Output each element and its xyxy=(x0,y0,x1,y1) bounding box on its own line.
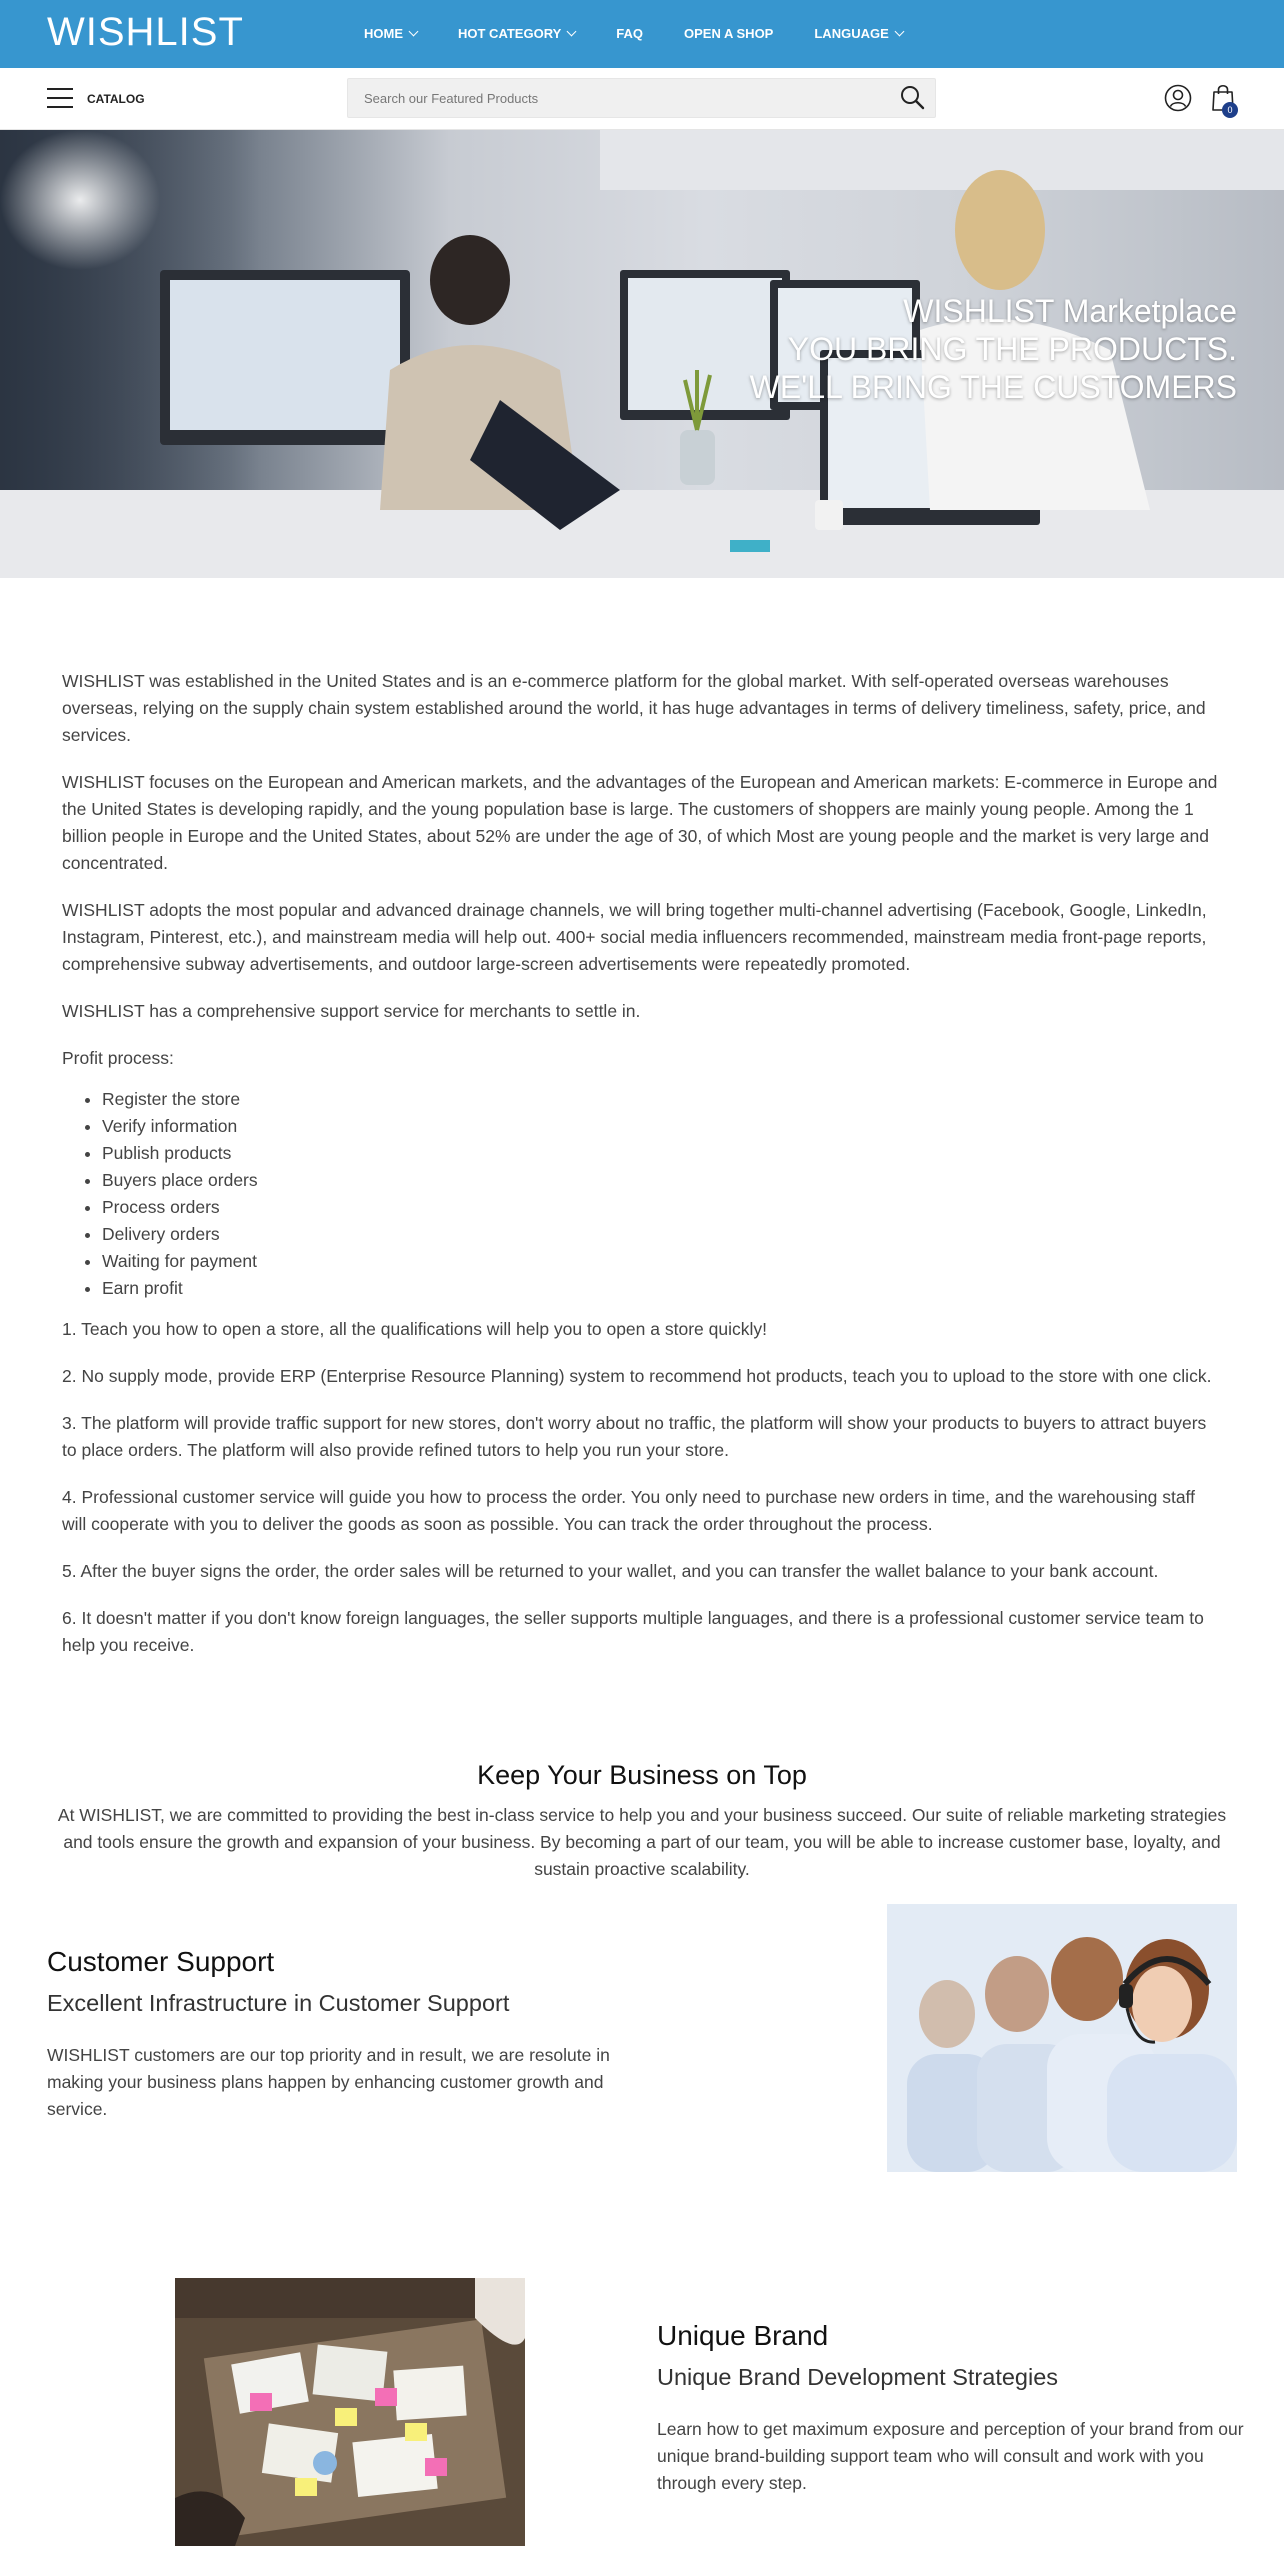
brand-description: Learn how to get maximum exposure and perception of your brand from our unique brand-building support team who will consult and work with you through every step. xyxy=(657,2419,1244,2493)
chevron-down-icon xyxy=(894,27,904,37)
section-title: Keep Your Business on Top xyxy=(477,1760,807,1790)
hero-headline xyxy=(750,292,1237,406)
search-input[interactable] xyxy=(362,90,862,107)
list-item: • Earn profit xyxy=(102,1275,1222,1302)
brand-subtitle: Unique Brand Development Strategies xyxy=(657,2364,1059,2390)
nav-open-shop[interactable] xyxy=(684,26,773,41)
search-bar xyxy=(347,78,936,118)
intro-paragraph: WISHLIST was established in the United States and is an e-commerce platform for the global market. With self-operated overseas warehouses overseas, relying on the supply chain system established around the world, it has huge advantages in terms of delivery timeliness, safety, price, and services. xyxy=(62,671,1206,745)
customer-support-photo xyxy=(887,1904,1237,2172)
support-subtitle: Excellent Infrastructure in Customer Support xyxy=(47,1990,510,2016)
catalog-button[interactable]: CATALOG xyxy=(87,92,145,106)
support-title: Customer Support xyxy=(47,1946,275,1977)
profit-process-label: Profit process: xyxy=(62,1048,174,1068)
nav-home-label: HOME xyxy=(364,26,403,41)
numbered-point: 5. After the buyer signs the order, the order sales will be returned to your wallet, and you can transfer the wallet balance to your bank account. xyxy=(62,1561,1159,1581)
user-icon[interactable] xyxy=(1164,84,1192,112)
sub-toolbar xyxy=(0,68,1284,130)
numbered-point: 6. It doesn't matter if you don't know foreign languages, the seller supports multiple languages, and there is a professional customer service team to help you receive. xyxy=(62,1608,1204,1655)
main-nav xyxy=(364,26,944,41)
nav-faq-label: FAQ xyxy=(616,26,644,41)
intro-paragraph: WISHLIST has a comprehensive support service for merchants to settle in. xyxy=(62,1001,641,1021)
list-item: • Process orders xyxy=(102,1194,1222,1221)
intro-content xyxy=(62,668,1222,1679)
list-item: • Register the store xyxy=(102,1086,1222,1113)
chevron-down-icon xyxy=(409,27,419,37)
menu-icon[interactable] xyxy=(47,88,73,110)
nav-language[interactable] xyxy=(814,26,902,41)
nav-language-label: LANGUAGE xyxy=(814,26,889,41)
intro-paragraph: WISHLIST adopts the most popular and advanced drainage channels, we will bring together multi-channel advertising (Facebook, Google, LinkedIn, Instagram, Pinterest, etc.), and mainstream media will help out. 400+ social media influencers recommended, mainstream media front-page reports, comprehensive subway advertisements, and outdoor large-screen advertisements were repeatedly promoted. xyxy=(62,900,1207,974)
hero-line-1: WISHLIST Marketplace xyxy=(903,293,1237,329)
numbered-point: 4. Professional customer service will guide you how to process the order. You only need to purchase new orders in time, and the warehousing staff will cooperate with you to deliver the goods as soon as possible. You can track the order throughout the process. xyxy=(62,1487,1195,1534)
hero-line-3: WE'LL BRING THE CUSTOMERS xyxy=(749,369,1237,405)
list-item: • Publish products xyxy=(102,1140,1222,1167)
support-description: WISHLIST customers are our top priority and in result, we are resolute in making your business plans happen by enhancing customer growth and service. xyxy=(47,2045,610,2119)
list-item: • Buyers place orders xyxy=(102,1167,1222,1194)
list-item: • Delivery orders xyxy=(102,1221,1222,1248)
search-icon[interactable] xyxy=(897,83,929,113)
nav-faq[interactable] xyxy=(616,26,643,41)
intro-paragraph: WISHLIST focuses on the European and American markets, and the advantages of the European and American markets: E-commerce in Europe and the United States is developing rapidly, and the young population base is large. The customers of shoppers are mainly young people. Among the 1 billion people in Europe and the United States, about 52% are under the age of 30, of which Most are young people and the market is very large and concentrated. xyxy=(62,772,1218,873)
list-item: • Verify information xyxy=(102,1113,1222,1140)
nav-home[interactable] xyxy=(364,26,417,41)
brand-strategy-photo xyxy=(175,2278,525,2546)
profit-steps-list xyxy=(62,1086,1222,1302)
numbered-point: 1. Teach you how to open a store, all the qualifications will help you to open a store quickly! xyxy=(62,1319,767,1339)
brand-title: Unique Brand xyxy=(657,2320,829,2351)
chevron-down-icon xyxy=(567,27,577,37)
site-logo[interactable]: WISHLIST xyxy=(47,10,244,54)
list-item: • Waiting for payment xyxy=(102,1248,1222,1275)
nav-open-shop-label: OPEN A SHOP xyxy=(684,26,774,41)
nav-hot-category[interactable] xyxy=(458,26,575,41)
top-navbar xyxy=(0,0,1284,68)
hero-banner xyxy=(0,130,1284,578)
cart-count-badge: 0 xyxy=(1222,102,1238,118)
numbered-point: 2. No supply mode, provide ERP (Enterprise Resource Planning) system to recommend hot products, teach you to upload to the store with one click. xyxy=(62,1366,1212,1386)
nav-hot-category-label: HOT CATEGORY xyxy=(458,26,562,41)
hero-line-2: YOU BRING THE PRODUCTS. xyxy=(787,331,1237,367)
section-description: At WISHLIST, we are committed to providing the best in-class service to help you and your business succeed. Our suite of reliable marketing strategies and tools ensure the growth and expansion of your business. By becoming a part of our team, you will be able to increase customer base, loyalty, and sustain proactive scalability. xyxy=(57,1805,1227,1879)
numbered-point: 3. The platform will provide traffic support for new stores, don't worry about no traffic, the platform will show your products to buyers to attract buyers to place orders. The platform will also provide refined tutors to help you run your store. xyxy=(62,1413,1207,1460)
